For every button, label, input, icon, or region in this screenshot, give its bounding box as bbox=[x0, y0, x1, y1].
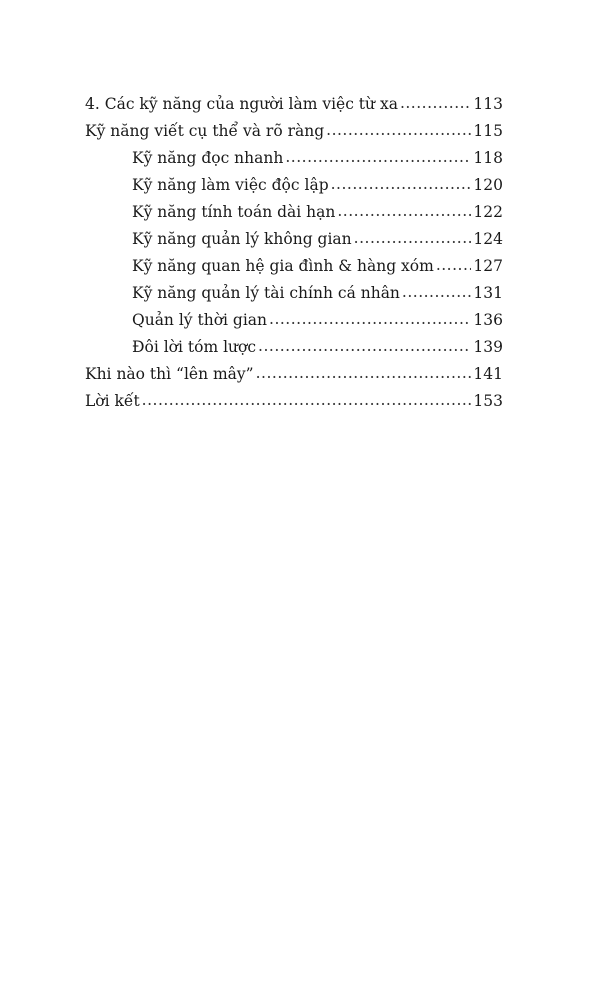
toc-entry-title: 4. Các kỹ năng của người làm việc từ xa bbox=[85, 95, 398, 113]
toc-entry-space-management bbox=[85, 226, 503, 253]
toc-page-number: 136 bbox=[473, 311, 503, 329]
toc-entry-independent-work bbox=[85, 172, 503, 199]
toc-entry-summary bbox=[85, 334, 503, 361]
toc-page-number: 131 bbox=[473, 284, 503, 302]
toc-entry-title: Kỹ năng quản lý không gian bbox=[132, 230, 352, 248]
toc-dot-leader bbox=[402, 279, 471, 306]
toc-page-number: 115 bbox=[473, 122, 503, 140]
toc-entry-title: Lời kết bbox=[85, 392, 140, 410]
toc-entry-title: Kỹ năng làm việc độc lập bbox=[132, 176, 329, 194]
toc-dot-leader bbox=[285, 144, 471, 171]
toc-entry-title: Quản lý thời gian bbox=[132, 311, 268, 329]
toc-entry-title: Kỹ năng đọc nhanh bbox=[132, 149, 284, 167]
toc-page-number: 139 bbox=[473, 338, 503, 356]
toc-page-number: 124 bbox=[473, 230, 503, 248]
toc-dot-leader bbox=[337, 198, 471, 225]
toc-entry-family-neighbors bbox=[85, 253, 503, 280]
toc-page-number: 120 bbox=[473, 176, 503, 194]
toc-entry-speed-reading bbox=[85, 145, 503, 172]
toc-page-number: 118 bbox=[473, 149, 503, 167]
toc-entry-title: Đôi lời tóm lược bbox=[132, 338, 257, 356]
toc-dot-leader bbox=[142, 387, 472, 414]
toc-entry-title: Kỹ năng quan hệ gia đình & hàng xóm bbox=[132, 257, 434, 275]
toc-dot-leader bbox=[258, 333, 471, 360]
toc-entry-epilogue bbox=[85, 388, 503, 415]
toc-entry-title: Khi nào thì “lên mây” bbox=[85, 365, 254, 383]
toc-entry-cloud bbox=[85, 361, 503, 388]
table-of-contents bbox=[85, 91, 503, 415]
toc-entry-title: Kỹ năng viết cụ thể và rõ ràng bbox=[85, 122, 325, 140]
toc-dot-leader bbox=[326, 117, 471, 144]
toc-page-number: 127 bbox=[473, 257, 503, 275]
toc-entry-chapter-4 bbox=[85, 91, 503, 118]
toc-entry-time-management bbox=[85, 307, 503, 334]
toc-dot-leader bbox=[436, 252, 472, 279]
toc-entry-long-term-planning bbox=[85, 199, 503, 226]
toc-page-number: 113 bbox=[473, 95, 503, 113]
toc-page-number: 122 bbox=[473, 203, 503, 221]
toc-entry-title: Kỹ năng tính toán dài hạn bbox=[132, 203, 336, 221]
toc-dot-leader bbox=[256, 360, 472, 387]
toc-page-number: 153 bbox=[473, 392, 503, 410]
toc-dot-leader bbox=[269, 306, 471, 333]
toc-entry-writing-skill bbox=[85, 118, 503, 145]
toc-dot-leader bbox=[331, 171, 472, 198]
toc-page-number: 141 bbox=[473, 365, 503, 383]
toc-entry-title: Kỹ năng quản lý tài chính cá nhân bbox=[132, 284, 400, 302]
toc-dot-leader bbox=[400, 90, 471, 117]
toc-dot-leader bbox=[354, 225, 472, 252]
toc-entry-personal-finance bbox=[85, 280, 503, 307]
